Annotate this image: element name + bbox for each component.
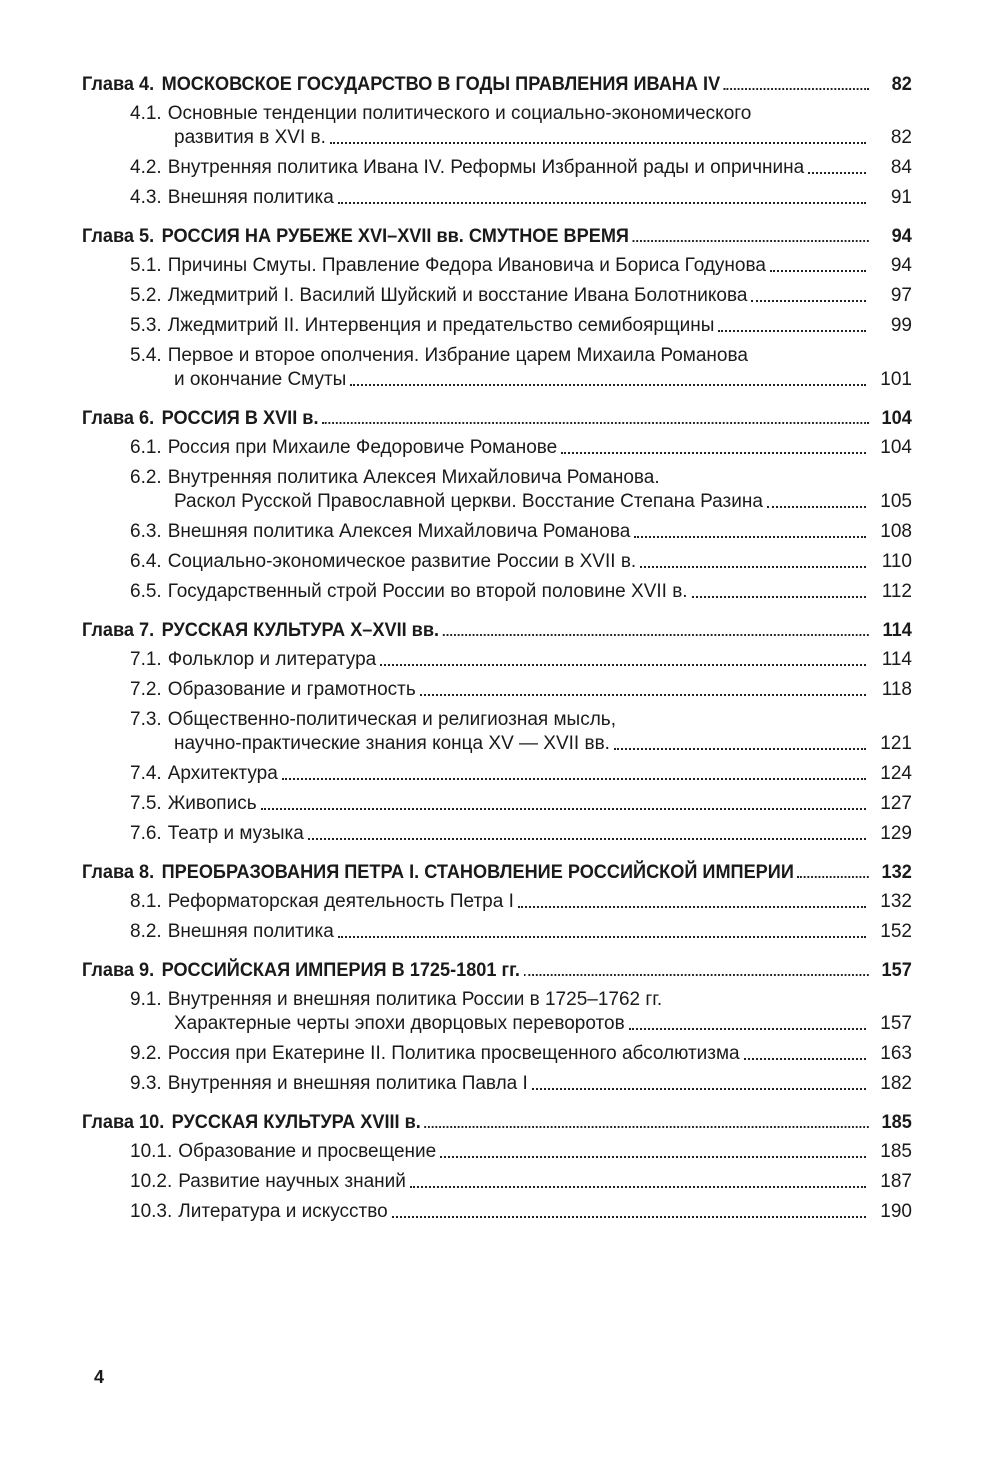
chapter-label: Глава 7. — [82, 619, 155, 641]
dot-leader — [634, 536, 866, 538]
section-page: 91 — [890, 187, 912, 208]
section-page: 108 — [880, 521, 912, 542]
dot-leader — [808, 172, 866, 174]
dot-leader — [532, 1088, 866, 1090]
section-line — [130, 186, 912, 210]
chapter-heading[interactable] — [82, 224, 912, 248]
section-title-cont: Раскол Русской Православной церкви. Восстание Степана Разина — [174, 491, 763, 512]
section-page: 99 — [890, 315, 912, 336]
section-title: Литература и искусство — [178, 1201, 388, 1222]
section-line — [130, 284, 912, 308]
dot-leader — [692, 596, 866, 598]
toc-chapter — [82, 406, 912, 604]
toc-section[interactable] — [82, 156, 912, 180]
section-number: 9.2. — [130, 1043, 162, 1064]
section-line — [130, 344, 912, 368]
section-title: Архитектура — [167, 763, 278, 784]
dot-leader — [425, 1126, 869, 1128]
section-title: Внутренняя и внешняя политика Павла I — [167, 1073, 528, 1094]
section-number: 4.3. — [130, 187, 162, 208]
section-page: 127 — [880, 793, 912, 814]
dot-leader — [561, 452, 866, 454]
toc-section[interactable] — [82, 466, 912, 514]
section-page: 105 — [880, 491, 912, 512]
section-page: 82 — [890, 127, 912, 148]
section-number: 9.1. — [130, 989, 162, 1010]
section-title: Социально-экономическое развитие России в XVII в. — [167, 551, 637, 572]
section-page: 101 — [880, 369, 912, 390]
dot-leader — [330, 142, 866, 144]
section-number: 7.3. — [130, 709, 162, 730]
toc-section[interactable] — [82, 648, 912, 672]
section-line — [130, 988, 912, 1012]
section-number: 7.4. — [130, 763, 162, 784]
section-number: 8.2. — [130, 921, 162, 942]
section-number: 7.2. — [130, 679, 162, 700]
toc-section[interactable] — [82, 920, 912, 944]
dot-leader — [350, 384, 866, 386]
section-number: 6.5. — [130, 581, 162, 602]
chapter-heading[interactable] — [82, 406, 912, 430]
section-page: 121 — [880, 733, 912, 754]
dot-leader — [744, 1058, 866, 1060]
chapter-page: 104 — [881, 407, 912, 429]
dot-leader — [614, 748, 866, 750]
chapter-title: РОССИЙСКАЯ ИМПЕРИЯ В 1725-1801 гг. — [161, 959, 520, 981]
section-title: Лжедмитрий I. Василий Шуйский и восстание Ивана Болотникова — [167, 285, 748, 306]
section-title: Внешняя политика Алексея Михайловича Романова — [167, 521, 631, 542]
section-number: 10.3. — [130, 1201, 173, 1222]
section-line — [130, 1170, 912, 1194]
section-line-cont — [130, 368, 912, 392]
dot-leader — [261, 808, 866, 810]
chapter-heading[interactable] — [82, 72, 912, 96]
section-title: Россия при Михаиле Федоровиче Романове — [167, 437, 558, 458]
section-title: Внутренняя и внешняя политика России в 1725–1762 гг. — [167, 989, 663, 1010]
toc-section[interactable] — [82, 762, 912, 786]
section-line — [130, 314, 912, 338]
dot-leader — [322, 422, 869, 424]
section-number: 4.1. — [130, 103, 162, 124]
section-number: 5.1. — [130, 255, 162, 276]
chapter-label: Глава 5. — [82, 225, 155, 247]
section-page: 104 — [880, 437, 912, 458]
section-line — [130, 792, 912, 816]
section-title: Внешняя политика — [167, 187, 334, 208]
toc-section[interactable] — [82, 254, 912, 278]
toc-section[interactable] — [82, 314, 912, 338]
section-line — [130, 1042, 912, 1066]
toc-section[interactable] — [82, 678, 912, 702]
dot-leader — [380, 664, 866, 666]
section-title: Фольклор и литература — [167, 649, 377, 670]
section-title: Общественно-политическая и религиозная мысль, — [167, 709, 616, 730]
dot-leader — [282, 778, 866, 780]
toc-section[interactable] — [82, 988, 912, 1036]
section-line — [130, 550, 912, 574]
section-line — [130, 156, 912, 180]
dot-leader — [518, 906, 866, 908]
section-line — [130, 762, 912, 786]
section-page: 84 — [890, 157, 912, 178]
toc-chapter — [82, 1110, 912, 1224]
section-page: 129 — [880, 823, 912, 844]
section-number: 7.1. — [130, 649, 162, 670]
dot-leader — [633, 240, 869, 242]
toc-section[interactable] — [82, 520, 912, 544]
section-title: Внешняя политика — [167, 921, 334, 942]
section-title: Театр и музыка — [167, 823, 304, 844]
section-title: Лжедмитрий II. Интервенция и предательство семибоярщины — [167, 315, 715, 336]
section-page: 190 — [880, 1201, 912, 1222]
toc-section[interactable] — [82, 344, 912, 392]
section-line — [130, 648, 912, 672]
section-number: 7.6. — [130, 823, 162, 844]
section-title-cont: Характерные черты эпохи дворцовых переворотов — [174, 1013, 625, 1034]
toc-section[interactable] — [82, 550, 912, 574]
section-title: Внутренняя политика Алексея Михайловича Романова. — [167, 467, 660, 488]
dot-leader — [338, 202, 866, 204]
section-line — [130, 1140, 912, 1164]
toc-section[interactable] — [82, 102, 912, 150]
section-title: Живопись — [167, 793, 257, 814]
dot-leader — [629, 1028, 866, 1030]
toc-section[interactable] — [82, 822, 912, 846]
toc-section[interactable] — [82, 580, 912, 604]
section-number: 7.5. — [130, 793, 162, 814]
section-line — [130, 466, 912, 490]
section-line — [130, 678, 912, 702]
section-page: 114 — [881, 649, 912, 670]
section-line — [130, 1200, 912, 1224]
dot-leader — [751, 300, 866, 302]
section-page: 157 — [880, 1013, 912, 1034]
table-of-contents — [82, 72, 912, 1238]
chapter-title: РОССИЯ НА РУБЕЖЕ XVI–XVII вв. СМУТНОЕ ВРЕМЯ — [161, 225, 629, 247]
section-page: 185 — [880, 1141, 912, 1162]
section-number: 6.3. — [130, 521, 162, 542]
section-title: Первое и второе ополчения. Избрание царем Михаила Романова — [167, 345, 748, 366]
section-title: Внутренняя политика Ивана IV. Реформы Избранной рады и опричнина — [167, 157, 805, 178]
chapter-page: 114 — [882, 619, 912, 641]
section-number: 8.1. — [130, 891, 162, 912]
chapter-title: МОСКОВСКОЕ ГОСУДАРСТВО В ГОДЫ ПРАВЛЕНИЯ ИВАНА IV — [161, 73, 721, 95]
chapter-page: 157 — [881, 959, 912, 981]
dot-leader — [524, 974, 869, 976]
chapter-title: РУССКАЯ КУЛЬТУРА X–XVII вв. — [161, 619, 440, 641]
section-page: 187 — [880, 1171, 912, 1192]
toc-section[interactable] — [82, 890, 912, 914]
toc-section[interactable] — [82, 1042, 912, 1066]
section-page: 94 — [890, 255, 912, 276]
section-line-cont — [130, 126, 912, 150]
chapter-page: 82 — [891, 73, 912, 95]
section-line — [130, 436, 912, 460]
section-line — [130, 1072, 912, 1096]
chapter-label: Глава 4. — [82, 73, 155, 95]
section-title: Причины Смуты. Правление Федора Ивановича и Бориса Годунова — [167, 255, 766, 276]
section-title-cont: и окончание Смуты — [174, 369, 347, 390]
chapter-title: ПРЕОБРАЗОВАНИЯ ПЕТРА I. СТАНОВЛЕНИЕ РОССИЙСКОЙ ИМПЕРИИ — [161, 861, 794, 883]
section-page: 182 — [880, 1073, 912, 1094]
section-line — [130, 920, 912, 944]
chapter-label: Глава 6. — [82, 407, 155, 429]
section-title-cont: научно-практические знания конца XV — XVII вв. — [174, 733, 610, 754]
section-line — [130, 102, 912, 126]
dot-leader — [392, 1216, 866, 1218]
section-title: Развитие научных знаний — [178, 1171, 406, 1192]
dot-leader — [440, 1156, 866, 1158]
chapter-heading[interactable] — [82, 618, 912, 642]
section-page: 152 — [880, 921, 912, 942]
toc-section[interactable] — [82, 186, 912, 210]
section-number: 6.2. — [130, 467, 162, 488]
section-line — [130, 708, 912, 732]
chapter-heading[interactable] — [82, 860, 912, 884]
dot-leader — [443, 634, 869, 636]
section-line — [130, 580, 912, 604]
section-line — [130, 520, 912, 544]
section-page: 124 — [880, 763, 912, 784]
page-number: 4 — [94, 1367, 105, 1387]
chapter-heading[interactable] — [82, 1110, 912, 1134]
section-page: 118 — [881, 679, 912, 700]
chapter-label: Глава 9. — [82, 959, 155, 981]
toc-section[interactable] — [82, 1200, 912, 1224]
chapter-title: РОССИЯ В XVII в. — [161, 407, 319, 429]
section-number: 10.2. — [130, 1171, 173, 1192]
section-number: 5.2. — [130, 285, 162, 306]
chapter-label: Глава 8. — [82, 861, 155, 883]
section-number: 6.1. — [130, 437, 162, 458]
chapter-label: Глава 10. — [82, 1111, 165, 1133]
chapter-page: 94 — [891, 225, 912, 247]
toc-section[interactable] — [82, 1170, 912, 1194]
dot-leader — [798, 876, 869, 878]
dot-leader — [767, 506, 866, 508]
section-number: 10.1. — [130, 1141, 173, 1162]
section-title: Россия при Екатерине II. Политика просвещенного абсолютизма — [167, 1043, 740, 1064]
dot-leader — [420, 694, 866, 696]
dot-leader — [338, 936, 866, 938]
chapter-title: РУССКАЯ КУЛЬТУРА XVIII в. — [171, 1111, 421, 1133]
toc-section[interactable] — [82, 436, 912, 460]
dot-leader — [770, 270, 866, 272]
toc-section[interactable] — [82, 1072, 912, 1096]
section-number: 4.2. — [130, 157, 162, 178]
section-line-cont — [130, 732, 912, 756]
section-title: Государственный строй России во второй половине XVII в. — [167, 581, 688, 602]
chapter-page: 185 — [881, 1111, 912, 1133]
toc-section[interactable] — [82, 1140, 912, 1164]
section-title: Реформаторская деятельность Петра I — [167, 891, 514, 912]
chapter-heading[interactable] — [82, 958, 912, 982]
section-page: 97 — [890, 285, 912, 306]
section-page: 132 — [880, 891, 912, 912]
dot-leader — [308, 838, 866, 840]
dot-leader — [724, 88, 869, 90]
section-page: 110 — [881, 551, 912, 572]
section-line-cont — [130, 490, 912, 514]
toc-section[interactable] — [82, 284, 912, 308]
chapter-page: 132 — [881, 861, 912, 883]
toc-section[interactable] — [82, 708, 912, 756]
toc-chapter — [82, 958, 912, 1096]
dot-leader — [410, 1186, 866, 1188]
toc-chapter — [82, 224, 912, 392]
section-line — [130, 822, 912, 846]
section-line — [130, 890, 912, 914]
section-line — [130, 254, 912, 278]
section-title: Образование и просвещение — [178, 1141, 437, 1162]
section-line-cont — [130, 1012, 912, 1036]
section-number: 5.4. — [130, 345, 162, 366]
toc-chapter — [82, 618, 912, 846]
section-title: Образование и грамотность — [167, 679, 416, 700]
section-title: Основные тенденции политического и социально-экономического — [167, 103, 752, 124]
dot-leader — [640, 566, 866, 568]
toc-chapter — [82, 72, 912, 210]
section-title-cont: развития в XVI в. — [174, 127, 326, 148]
section-page: 163 — [880, 1043, 912, 1064]
toc-section[interactable] — [82, 792, 912, 816]
section-number: 6.4. — [130, 551, 162, 572]
section-number: 9.3. — [130, 1073, 162, 1094]
toc-chapter — [82, 860, 912, 944]
dot-leader — [718, 330, 866, 332]
section-number: 5.3. — [130, 315, 162, 336]
section-page: 112 — [881, 581, 912, 602]
